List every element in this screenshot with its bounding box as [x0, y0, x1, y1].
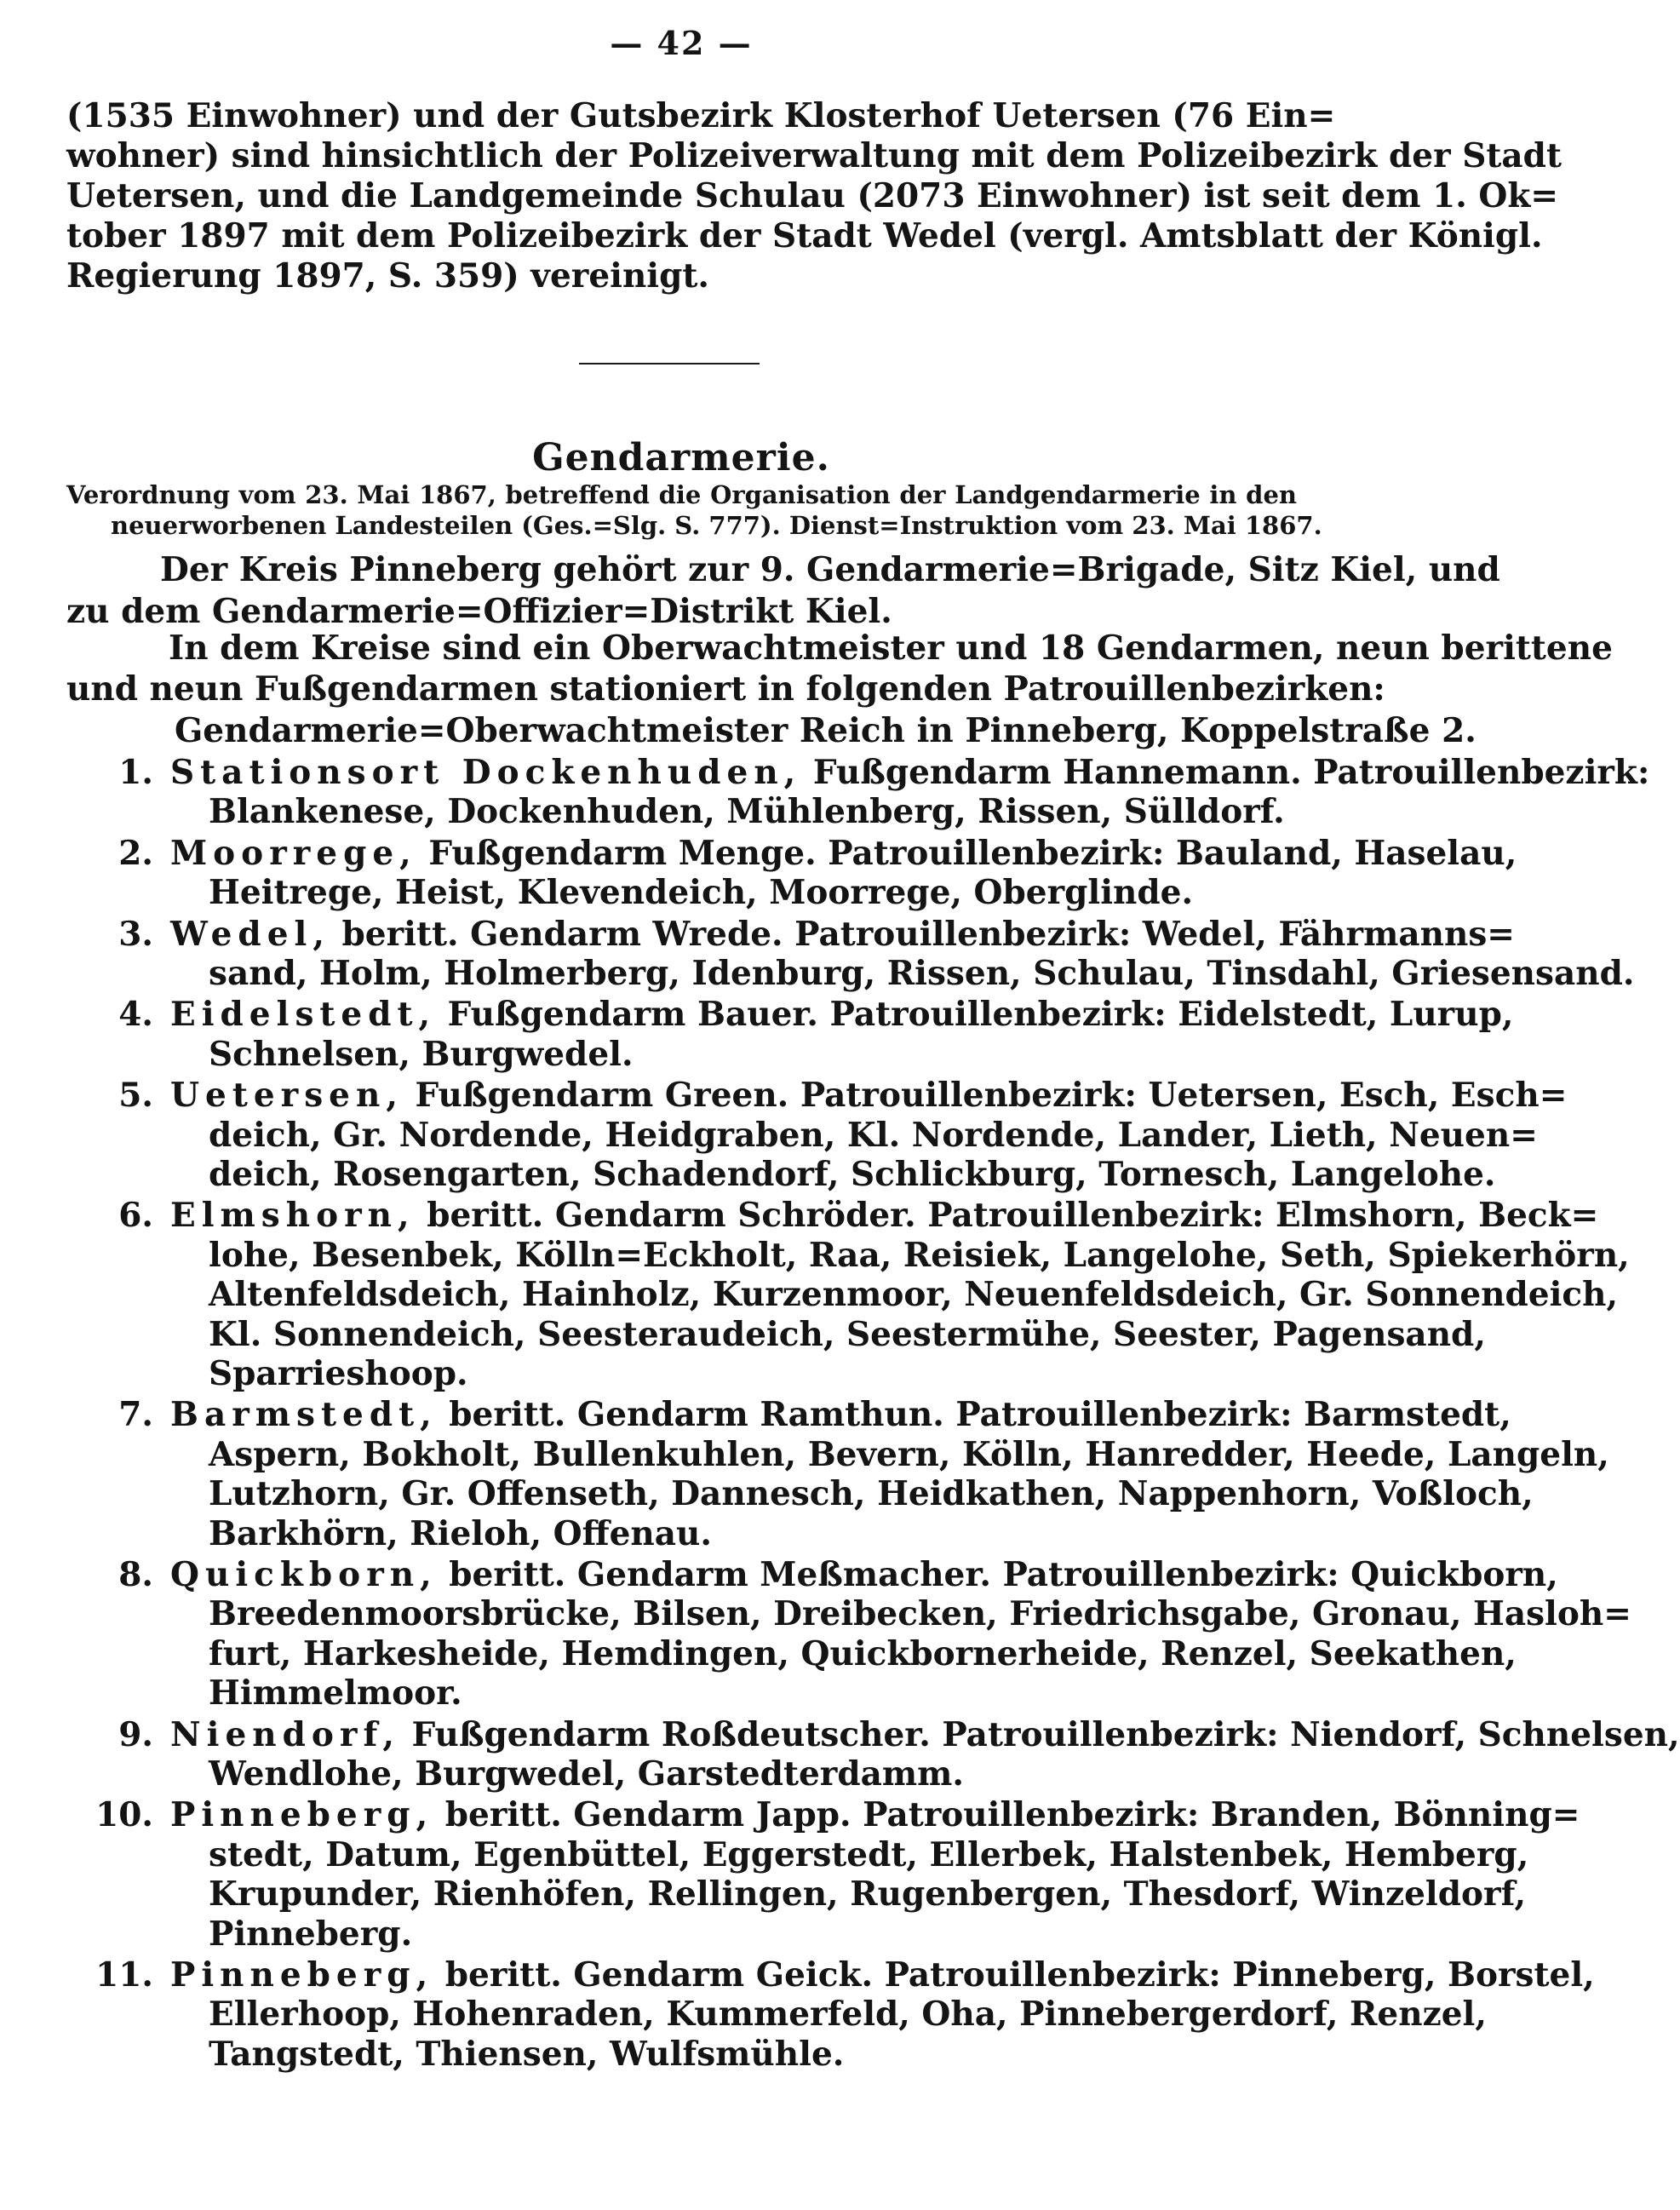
entry-continuation-line: Himmelmoor. — [209, 1673, 462, 1713]
entry-first-line — [170, 1554, 1558, 1595]
entry-continuation-line: furt, Harkesheide, Hemdingen, Quickbornerheide, Renzel, Seekathen, — [209, 1633, 1517, 1673]
entry-first-line — [170, 752, 1650, 793]
text-line: Der Kreis Pinneberg gehört zur 9. Gendarmerie=Brigade, Sitz Kiel, und — [160, 550, 1500, 589]
entry-continuation-line: Aspern, Bokholt, Bullenkuhlen, Bevern, Kölln, Hanredder, Heede, Langeln, — [209, 1434, 1609, 1474]
station-place: Stationsort Dockenhuden, — [170, 753, 802, 792]
text-line: (1535 Einwohner) und der Gutsbezirk Klosterhof Uetersen (76 Ein= — [66, 96, 1336, 135]
entry-details: beritt. Gendarm Schröder. Patrouillenbezirk: Elmshorn, Beck= — [415, 1196, 1599, 1236]
entry-details: Fußgendarm Bauer. Patrouillenbezirk: Eidelstedt, Lurup, — [436, 995, 1514, 1035]
entry-first-line — [170, 994, 1514, 1035]
station-place: Uetersen, — [170, 1076, 404, 1116]
entry-number: 4. — [118, 995, 153, 1035]
text-line: und neun Fußgendarmen stationiert in folgenden Patrouillenbezirken: — [66, 669, 1385, 709]
entry-continuation-line: Barkhörn, Rieloh, Offenau. — [209, 1513, 712, 1553]
station-place: Moorrege, — [170, 833, 417, 873]
entry-first-line — [170, 1394, 1511, 1435]
entry-continuation-line: Wendlohe, Burgwedel, Garstedterdamm. — [209, 1754, 964, 1794]
text-line: In dem Kreise sind ein Oberwachtmeister und 18 Gendarmen, neun berittene — [169, 629, 1613, 668]
text-line: wohner) sind hinsichtlich der Polizeiverwaltung mit dem Polizeibezirk der Stadt — [66, 136, 1562, 175]
station-place: Eidelstedt, — [170, 995, 437, 1035]
station-place: Quickborn, — [170, 1555, 438, 1594]
entry-continuation-line: Krupunder, Rienhöfen, Rellingen, Rugenbergen, Thesdorf, Winzeldorf, — [209, 1874, 1527, 1914]
entry-continuation-line: Schnelsen, Burgwedel. — [209, 1034, 634, 1074]
entry-continuation-line: Heitrege, Heist, Klevendeich, Moorrege, Oberglinde. — [209, 873, 1194, 913]
entry-first-line — [170, 914, 1515, 955]
entry-continuation-line: Breedenmoorsbrücke, Bilsen, Dreibecken, Friedrichsgabe, Gronau, Hasloh= — [209, 1594, 1631, 1634]
decree-line: Verordnung vom 23. Mai 1867, betreffend die Organisation der Landgendarmerie in den — [66, 480, 1297, 509]
entry-continuation-line: Blankenese, Dockenhuden, Mühlenberg, Rissen, Sülldorf. — [209, 792, 1285, 832]
entry-first-line — [170, 1794, 1580, 1835]
station-place: Pinneberg, — [170, 1955, 434, 1995]
entry-continuation-line: sand, Holm, Holmerberg, Idenburg, Rissen, Schulau, Tinsdahl, Griesensand. — [209, 954, 1635, 993]
section-divider — [579, 363, 760, 365]
entry-details: Fußgendarm Roßdeutscher. Patrouillenbezirk: Niendorf, Schnelsen, — [399, 1714, 1680, 1754]
station-place: Pinneberg, — [170, 1795, 434, 1835]
entry-continuation-line: Pinneberg. — [209, 1914, 413, 1954]
entry-first-line — [170, 1714, 1680, 1755]
entry-continuation-line: Altenfeldsdeich, Hainholz, Kurzenmoor, Neuenfeldsdeich, Gr. Sonnendeich, — [209, 1275, 1619, 1315]
entry-details: beritt. Gendarm Ramthun. Patrouillenbezirk: Barmstedt, — [437, 1395, 1511, 1435]
entry-continuation-line: Sparrieshoop. — [209, 1354, 468, 1393]
entry-number: 11. — [95, 1955, 153, 1995]
entry-continuation-line: Lutzhorn, Gr. Offenseth, Dannesch, Heidkathen, Nappenhorn, Voßloch, — [209, 1474, 1534, 1514]
page-number: — 42 — — [610, 24, 753, 62]
station-place: Wedel, — [170, 914, 330, 954]
entry-continuation-line: lohe, Besenbek, Kölln=Eckholt, Raa, Reisiek, Langelohe, Seth, Spiekerhörn, — [209, 1235, 1630, 1275]
entry-number: 7. — [118, 1395, 153, 1435]
entry-details: beritt. Gendarm Meßmacher. Patrouillenbezirk: Quickborn, — [437, 1555, 1558, 1594]
entry-details: beritt. Gendarm Wrede. Patrouillenbezirk: Wedel, Fährmanns= — [330, 914, 1515, 954]
entry-continuation-line: deich, Gr. Nordende, Heidgraben, Kl. Nordende, Lander, Lieth, Neuen= — [209, 1115, 1538, 1155]
entry-number: 8. — [118, 1555, 153, 1594]
entry-first-line — [170, 1195, 1599, 1236]
oberwachtmeister-line: Gendarmerie=Oberwachtmeister Reich in Pinneberg, Koppelstraße 2. — [175, 711, 1476, 750]
station-place: Barmstedt, — [170, 1395, 438, 1435]
section-heading: Gendarmerie. — [532, 436, 830, 479]
entry-number: 3. — [118, 914, 153, 954]
entry-first-line — [170, 1075, 1568, 1116]
entry-number: 6. — [118, 1196, 153, 1236]
text-line: Uetersen, und die Landgemeinde Schulau (2073 Einwohner) ist seit dem 1. Ok= — [66, 176, 1559, 215]
entry-continuation-line: Kl. Sonnendeich, Seesteraudeich, Seestermühe, Seester, Pagensand, — [209, 1314, 1486, 1354]
entry-details: beritt. Gendarm Geick. Patrouillenbezirk: Pinneberg, Borstel, — [433, 1955, 1595, 1995]
station-place: Niendorf, — [170, 1714, 400, 1754]
station-place: Elmshorn, — [170, 1196, 416, 1236]
entry-continuation-line: Tangstedt, Thiensen, Wulfsmühle. — [209, 2034, 845, 2074]
text-line: Regierung 1897, S. 359) vereinigt. — [66, 256, 709, 296]
entry-first-line — [170, 833, 1517, 874]
text-line: tober 1897 mit dem Polizeibezirk der Stadt Wedel (vergl. Amtsblatt der Königl. — [66, 216, 1543, 255]
entry-continuation-line: stedt, Datum, Egenbüttel, Eggerstedt, Ellerbek, Halstenbek, Hemberg, — [209, 1834, 1529, 1874]
entry-number: 1. — [118, 753, 153, 792]
entry-first-line — [170, 1955, 1595, 1995]
entry-continuation-line: deich, Rosengarten, Schadendorf, Schlickburg, Tornesch, Langelohe. — [209, 1155, 1496, 1194]
decree-line: neuerworbenen Landesteilen (Ges.=Slg. S. 777). Dienst=Instruktion vom 23. Mai 1867. — [111, 511, 1322, 540]
entry-details: Fußgendarm Menge. Patrouillenbezirk: Bauland, Haselau, — [416, 833, 1517, 873]
entry-number: 5. — [118, 1076, 153, 1116]
entry-number: 9. — [118, 1714, 153, 1754]
entry-details: Fußgendarm Hannemann. Patrouillenbezirk: — [801, 753, 1650, 792]
entry-continuation-line: Ellerhoop, Hohenraden, Kummerfeld, Oha, Pinnebergerdorf, Renzel, — [209, 1995, 1487, 2035]
entry-number: 10. — [95, 1795, 153, 1835]
text-line: zu dem Gendarmerie=Offizier=Distrikt Kiel. — [66, 592, 892, 631]
entry-details: beritt. Gendarm Japp. Patrouillenbezirk: Branden, Bönning= — [433, 1795, 1580, 1835]
entry-details: Fußgendarm Green. Patrouillenbezirk: Uetersen, Esch, Esch= — [403, 1076, 1568, 1116]
entry-number: 2. — [118, 833, 153, 873]
